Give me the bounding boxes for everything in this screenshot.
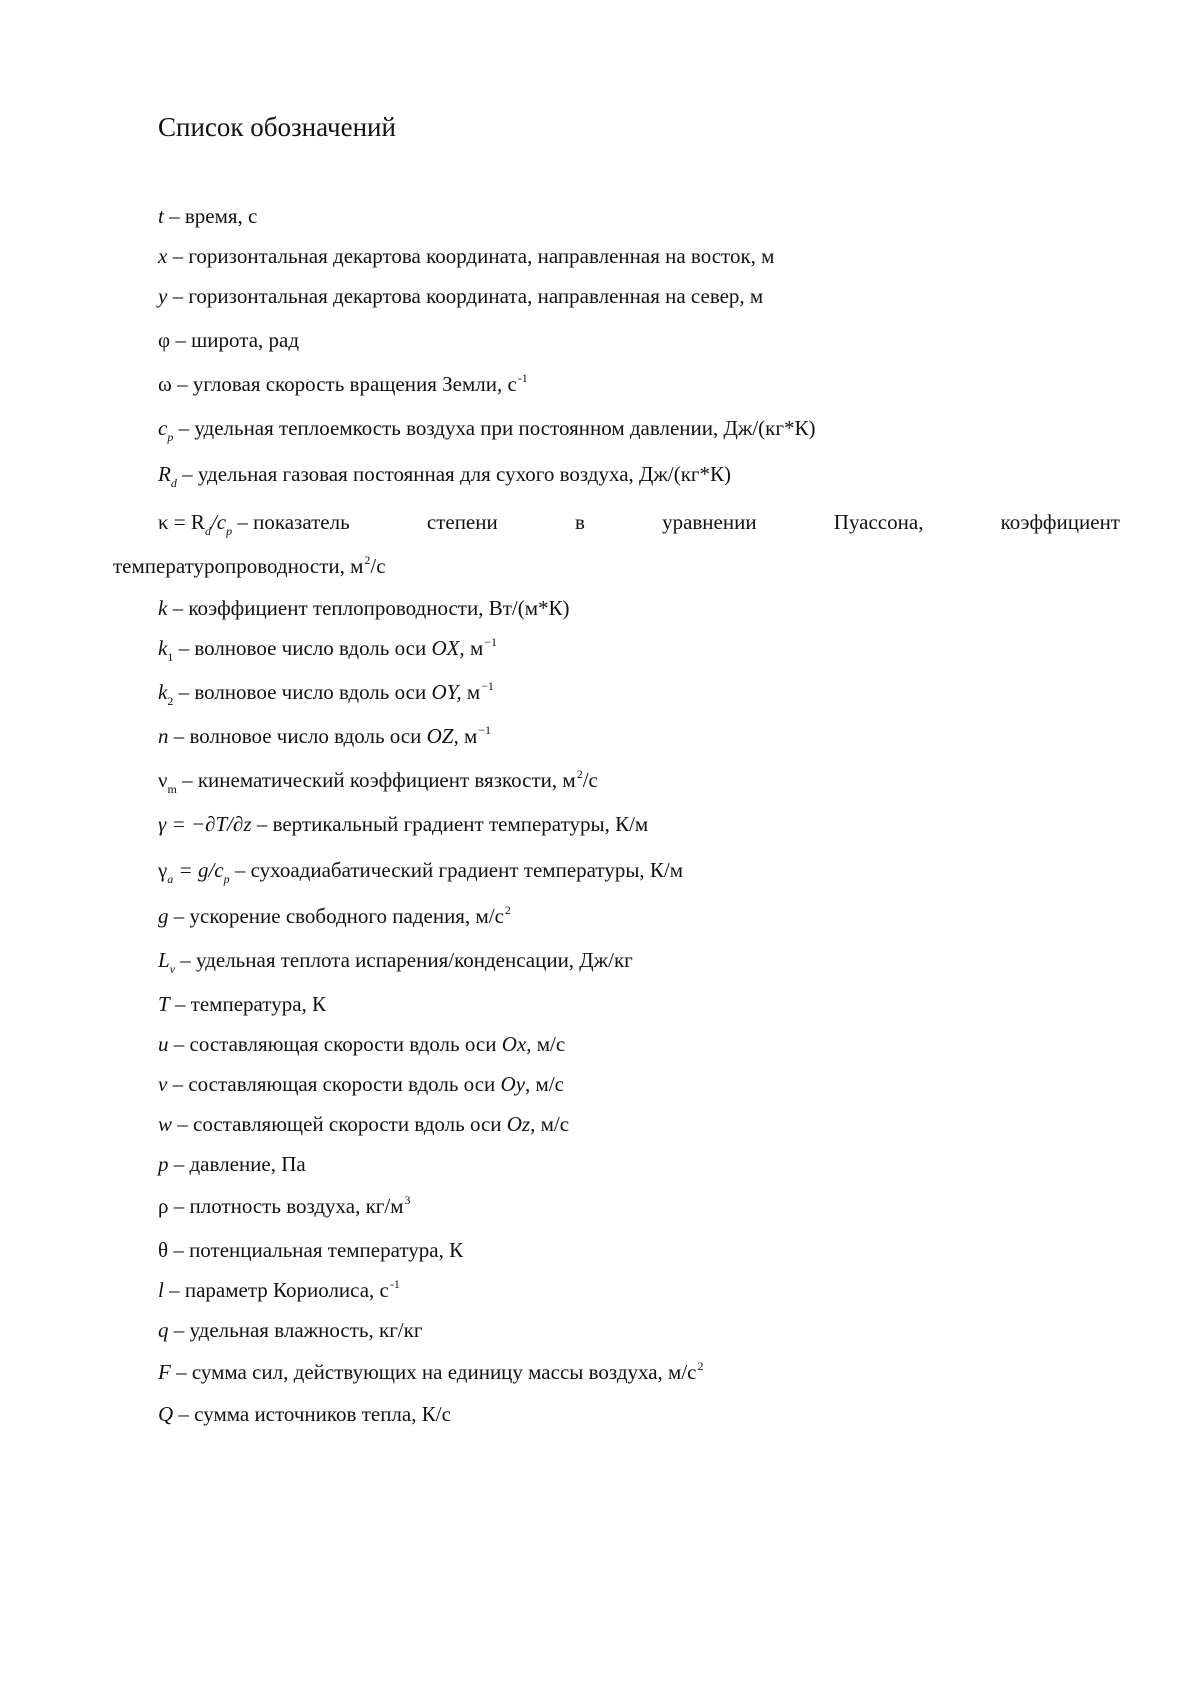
list-item: $k_2$ – волновое число вдоль оси OY, $м^{-1}$ <box>158 679 494 708</box>
list-item-kappa <box>158 510 1120 538</box>
word: уравнении <box>662 510 757 534</box>
list-item: γ = −∂T/∂z – вертикальный градиент температуры, К/м <box>158 812 649 836</box>
list-item: q – удельная влажность, кг/кг <box>158 1318 423 1342</box>
word: в <box>574 510 585 534</box>
list-item: l – параметр Кориолиса, $с^{-1}$ <box>158 1277 400 1302</box>
definition: – горизонтальная декартова координата, направленная на восток, м <box>172 244 775 268</box>
list-item: n – волновое число вдоль оси OZ, $м^{-1}$ <box>158 723 492 748</box>
list-item <box>158 371 528 396</box>
symbol: ω <box>158 372 172 396</box>
definition: – время, с <box>169 204 258 228</box>
list-item-continuation: температуропроводности, $м^2/с$ <box>113 553 386 578</box>
subscript: d <box>170 476 177 490</box>
list-item: F – сумма сил, действующих на единицу массы воздуха, $м/с^2$ <box>158 1359 704 1384</box>
list-item: $\nu_m$ – кинематический коэффициент вязкости, $м^2/с$ <box>158 767 598 796</box>
subscript: p <box>167 430 174 444</box>
list-item: k – коэффициент теплопроводности, Вт/(м*К) <box>158 596 570 620</box>
list-item <box>158 286 763 307</box>
symbol: R <box>158 462 171 486</box>
list-item: u – составляющая скорости вдоль оси Ox, м/с <box>158 1032 566 1056</box>
list-item <box>158 246 774 267</box>
symbol: y <box>158 284 168 308</box>
definition: – широта, рад <box>175 328 300 352</box>
definition: – удельная газовая постоянная для сухого воздуха, Дж/(кг*К) <box>182 462 732 486</box>
list-item <box>158 206 257 227</box>
symbol: c <box>158 416 168 440</box>
definition: – горизонтальная декартова координата, направленная на север, м <box>172 284 764 308</box>
list-item: g – ускорение свободного падения, $м/с^2$ <box>158 903 511 928</box>
page-title: Список обозначений <box>158 112 396 142</box>
list-item <box>158 330 299 351</box>
list-item: $k_1$ – волновое число вдоль оси OX, $м^{-1}$ <box>158 635 498 664</box>
kappa-formula: $\kappa = R_d/c_p$ – показатель <box>158 510 350 538</box>
symbol: φ <box>158 328 171 352</box>
symbol: t <box>158 204 164 228</box>
list-item: v – составляющая скорости вдоль оси Oy, м/с <box>158 1072 564 1096</box>
list-item <box>158 416 816 444</box>
symbol: x <box>158 244 168 268</box>
list-item: T – температура, К <box>158 992 327 1016</box>
list-item: ρ – плотность воздуха, $кг/м^3$ <box>158 1193 411 1218</box>
list-item: Q – сумма источников тепла, К/с <box>158 1402 451 1426</box>
superscript: -1 <box>517 371 528 385</box>
word: степени <box>426 510 498 534</box>
list-item: w – составляющей скорости вдоль оси Oz, м/с <box>158 1112 570 1136</box>
list-item: $\gamma_a = g/c_p$ – сухоадиабатический градиент температуры, К/м <box>158 858 684 886</box>
word: коэффициент <box>1000 510 1120 534</box>
list-item: θ – потенциальная температура, К <box>158 1238 464 1262</box>
definition: – угловая скорость вращения Земли, с <box>177 372 517 396</box>
list-item: $L_v$ – удельная теплота испарения/конденсации, Дж/кг <box>158 948 633 976</box>
definition: – удельная теплоемкость воздуха при постоянном давлении, Дж/(кг*К) <box>178 416 816 440</box>
list-item <box>158 462 732 490</box>
word: Пуассона, <box>833 510 924 534</box>
list-item: p – давление, Па <box>158 1152 306 1176</box>
